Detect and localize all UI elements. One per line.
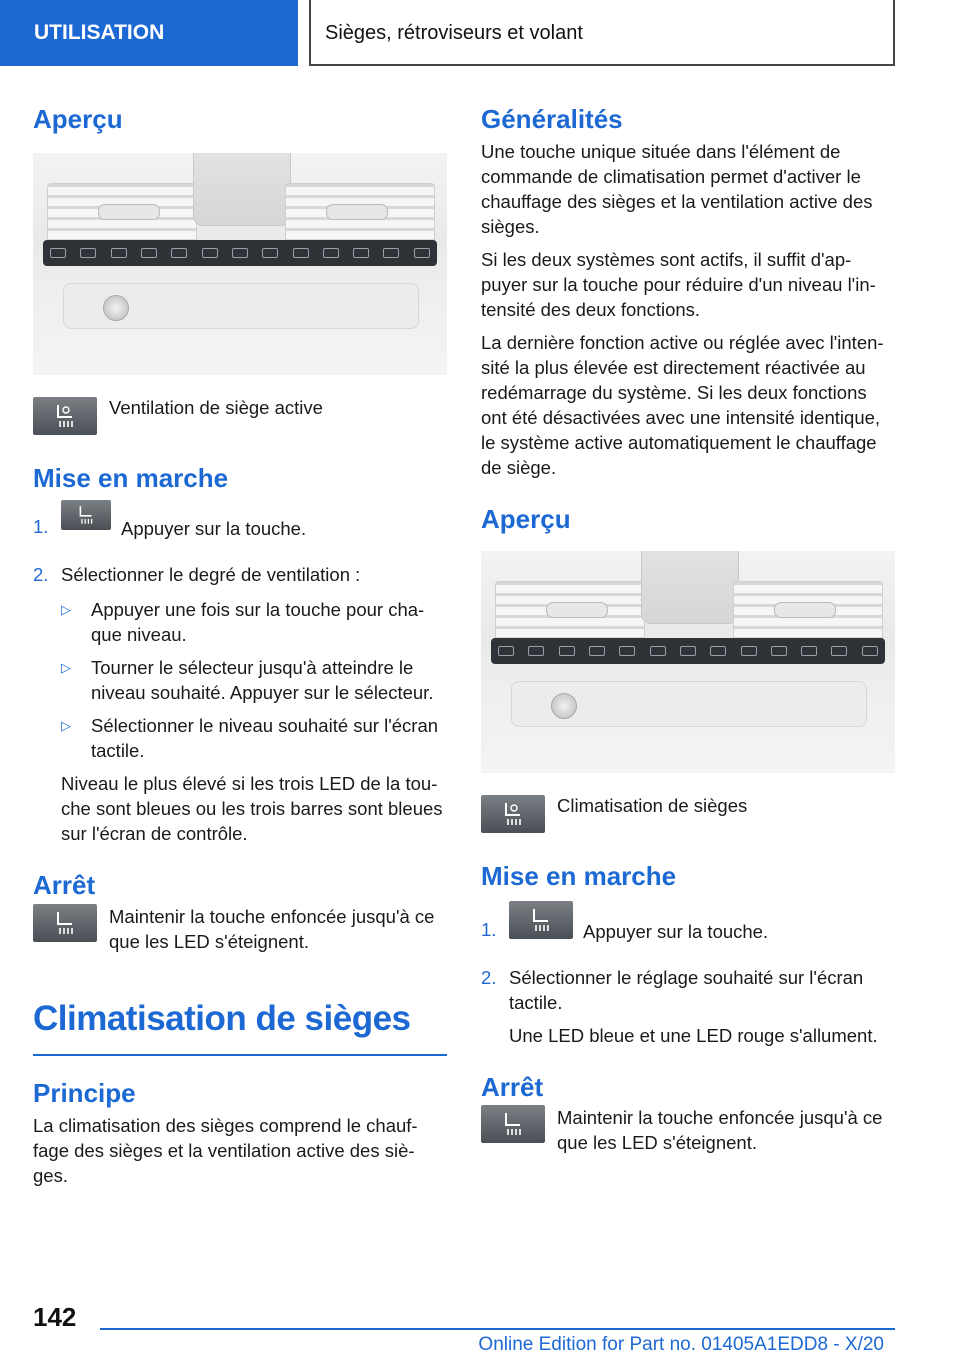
screen-mount <box>193 153 291 226</box>
bullet-item <box>61 713 447 763</box>
control-panel-image <box>33 153 447 375</box>
arret-heading: Arrêt <box>481 1071 544 1102</box>
seat-climate-icon <box>481 795 545 833</box>
climate-button-bar <box>491 638 885 664</box>
generalites-p2: Si les deux systèmes sont actifs, il suffit d'ap-puyer sur la touche pour réduire d'un niveau l'in-tensité des deux fonctions. <box>481 249 876 321</box>
footer-rule <box>100 1328 895 1330</box>
climatisation-heading: Climatisation de sièges <box>33 998 411 1038</box>
page-header <box>0 0 960 66</box>
right-column <box>481 96 895 1155</box>
apercu-heading: Aperçu <box>481 504 571 535</box>
section-tab: UTILISATION <box>0 0 298 66</box>
header-divider <box>309 0 311 66</box>
caption-row <box>481 795 895 833</box>
air-vent-left <box>495 581 645 643</box>
bullet-text: Appuyer une fois sur la touche pour cha-que niveau. <box>91 599 425 646</box>
bullet-text: Sélectionner le niveau souhaité sur l'écran tactile. <box>91 715 439 762</box>
rotary-dial <box>103 295 129 321</box>
step-number: 1. <box>481 918 497 940</box>
niveau-note: Niveau le plus élevé si les trois LED de la tou-che sont bleues ou les trois barres sont bleues sur l'écran de contrôle. <box>61 773 443 845</box>
step-number: 1. <box>33 516 49 538</box>
control-panel-image <box>481 551 895 773</box>
air-vent-right <box>285 183 435 245</box>
seat-ventilation-icon <box>33 904 97 942</box>
seat-climate-icon <box>481 1105 545 1143</box>
seat-ventilation-icon <box>61 500 111 530</box>
climate-button-bar <box>43 240 437 266</box>
caption-row <box>33 397 447 435</box>
bullet-item <box>61 597 447 647</box>
heading-rule <box>33 1054 447 1056</box>
step-2-note: Une LED bleue et une LED rouge s'allument. <box>509 1024 878 1046</box>
bullet-marker-icon: ▷ <box>61 718 71 734</box>
apercu-heading: Aperçu <box>33 104 123 134</box>
step-2 <box>481 965 895 1015</box>
air-vent-right <box>733 581 883 643</box>
header-right-divider <box>893 0 895 66</box>
mise-en-marche-heading: Mise en marche <box>33 463 229 494</box>
bullet-marker-icon: ▷ <box>61 660 71 676</box>
step-text: Sélectionner le degré de ventilation : <box>61 564 361 586</box>
apercu-caption: Ventilation de siège active <box>109 397 323 419</box>
screen-mount <box>641 551 739 624</box>
arret-row <box>33 904 447 954</box>
step-text: Appuyer sur la touche. <box>121 518 307 540</box>
bullet-text: Tourner le sélecteur jusqu'à atteindre le niveau souhaité. Appuyer sur le sélecteur. <box>91 657 434 704</box>
step-1 <box>481 901 895 959</box>
step-number: 2. <box>33 564 49 586</box>
mise-en-marche-heading: Mise en marche <box>481 861 677 892</box>
apercu-caption: Climatisation de sièges <box>557 795 748 817</box>
air-vent-left <box>47 183 197 245</box>
arret-row <box>481 1105 895 1155</box>
header-underline <box>309 64 895 66</box>
page-number: 142 <box>33 1302 77 1332</box>
generalites-p1: Une touche unique située dans l'élément de commande de climatisation permet d'activer le chauffage des sièges et la ventilation active des sièges. <box>481 141 873 238</box>
arret-text: Maintenir la touche enfoncée jusqu'à ce que les LED s'éteignent. <box>557 1106 883 1153</box>
bullet-marker-icon: ▷ <box>61 602 71 618</box>
bullet-item <box>61 655 447 705</box>
principe-heading: Principe <box>33 1077 136 1108</box>
edition-text: Online Edition for Part no. 01405A1EDD8 - X/20 <box>478 1334 884 1355</box>
seat-ventilation-icon <box>33 397 97 435</box>
arret-text: Maintenir la touche enfoncée jusqu'à ce que les LED s'éteignent. <box>109 905 435 952</box>
arret-heading: Arrêt <box>33 870 96 901</box>
chapter-title: Sièges, rétroviseurs et volant <box>325 22 583 44</box>
seat-climate-icon <box>509 901 573 939</box>
step-text: Sélectionner le réglage souhaité sur l'écran tactile. <box>509 966 864 1013</box>
step-2 <box>33 562 447 587</box>
page-footer <box>0 1290 960 1362</box>
left-column <box>33 96 447 1188</box>
step-text: Appuyer sur la touche. <box>583 920 769 942</box>
generalites-p3: La dernière fonction active ou réglée avec l'inten-sité la plus élevée est directement réactivée au redémarrage du système. Si les deux fonctions ont été désactivées avec une intensité identique, le système active automatiquement le chauffage de siège. <box>481 332 884 479</box>
generalites-heading: Généralités <box>481 104 623 134</box>
step-1 <box>33 498 447 556</box>
step-number: 2. <box>481 966 497 988</box>
principe-text: La climatisation des sièges comprend le chauf-fage des sièges et la ventilation active des siè-ges. <box>33 1114 418 1186</box>
